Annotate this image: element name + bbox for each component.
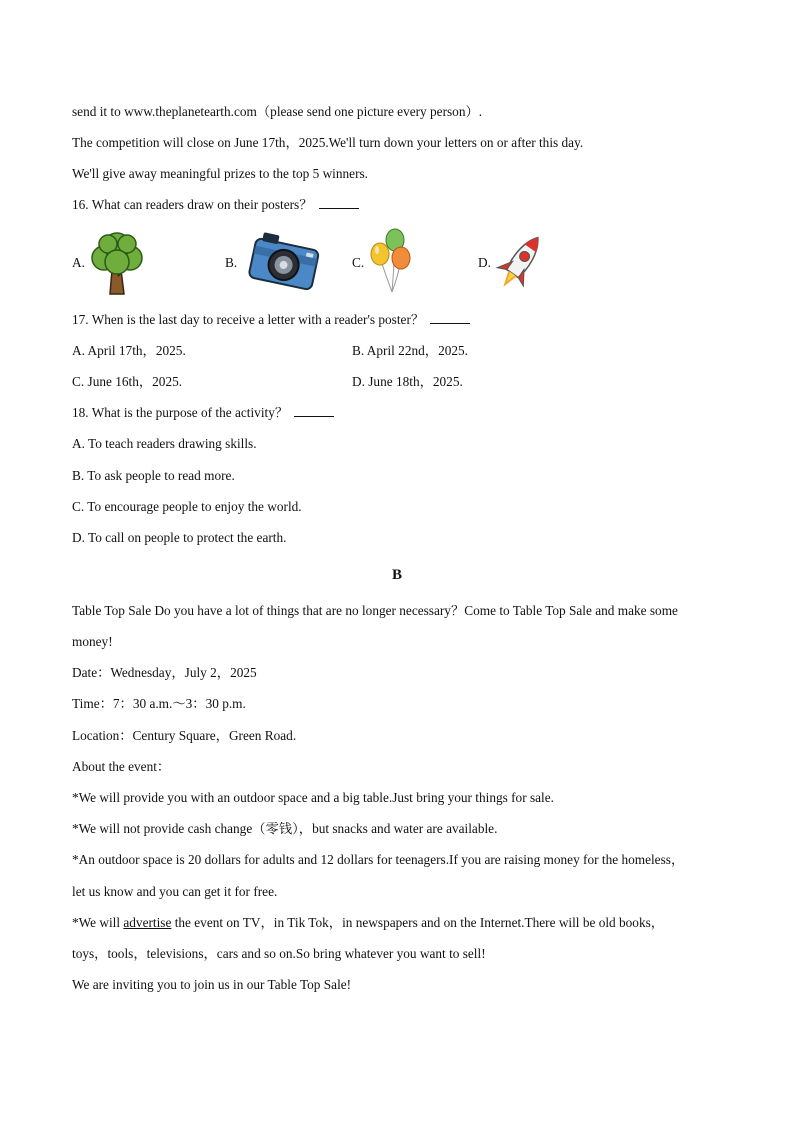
advertise-prefix: *We will [72,915,124,930]
q18-option-c: C. To encourage people to enjoy the world. [72,499,302,514]
answer-blank[interactable] [319,196,359,209]
passage-line: *An outdoor space is 20 dollars for adults and 12 dollars for teenagers.If you are raising money for the homeless， [72,852,685,867]
q17-option-b: B. April 22nd，2025. [352,343,468,358]
passage-line: toys，tools，televisions，cars and so on.So bring whatever you want to sell! [72,946,486,961]
passage-line: *We will not provide cash change（零钱），but snacks and water are available. [72,821,498,836]
q16-option-d-label: D. [478,255,491,270]
question-18-text: 18. What is the purpose of the activity？ [72,405,289,420]
event-location: Location：Century Square，Green Road. [72,728,297,743]
question-18 [72,404,334,422]
intro-line-2: The competition will close on June 17th，2025.We'll turn down your letters on or after this day. [72,135,584,150]
event-date: Date：Wednesday，July 2，2025 [72,665,257,680]
q18-option-a: A. To teach readers drawing skills. [72,436,257,451]
passage-line: let us know and you can get it for free. [72,884,278,899]
question-17 [72,311,470,329]
intro-line-1: send it to www.theplanetearth.com（please send one picture every person）. [72,104,483,119]
advertise-underlined-word: advertise [123,915,172,930]
q16-option-a-label: A. [72,255,85,270]
balloons-icon [368,228,414,300]
q18-option-d: D. To call on people to protect the earth. [72,530,287,545]
tree-icon [86,230,148,300]
question-16-text: 16. What can readers draw on their posters？ [72,197,313,212]
q16-option-b-label: B. [225,255,238,270]
passage-line: *We will provide you with an outdoor space and a big table.Just bring your things for sale. [72,790,554,805]
passage-line: Table Top Sale Do you have a lot of things that are no longer necessary？Come to Table Top Sale and make some [72,603,678,618]
q18-option-b: B. To ask people to read more. [72,468,235,483]
question-16 [72,196,359,214]
q17-option-d: D. June 18th，2025. [352,374,463,389]
section-b-title: B [391,567,402,583]
answer-blank[interactable] [430,311,470,324]
advertise-suffix: the event on TV，in Tik Tok，in newspapers and on the Internet.There will be old books， [171,915,665,930]
question-17-text: 17. When is the last day to receive a letter with a reader's poster？ [72,312,425,327]
passage-line: We are inviting you to join us in our Table Top Sale! [72,977,352,992]
q16-option-c-label: C. [352,255,365,270]
about-event-heading: About the event： [72,759,171,774]
answer-blank[interactable] [294,404,334,417]
event-time: Time：7：30 a.m.～3：30 p.m. [72,696,246,711]
camera-icon [244,232,324,298]
q17-option-c: C. June 16th，2025. [72,374,183,389]
q17-option-a: A. April 17th，2025. [72,343,186,358]
intro-line-3: We'll give away meaningful prizes to the top 5 winners. [72,166,368,181]
rocket-icon [494,230,546,300]
advertise-line [72,914,664,932]
passage-line: money! [72,634,113,649]
